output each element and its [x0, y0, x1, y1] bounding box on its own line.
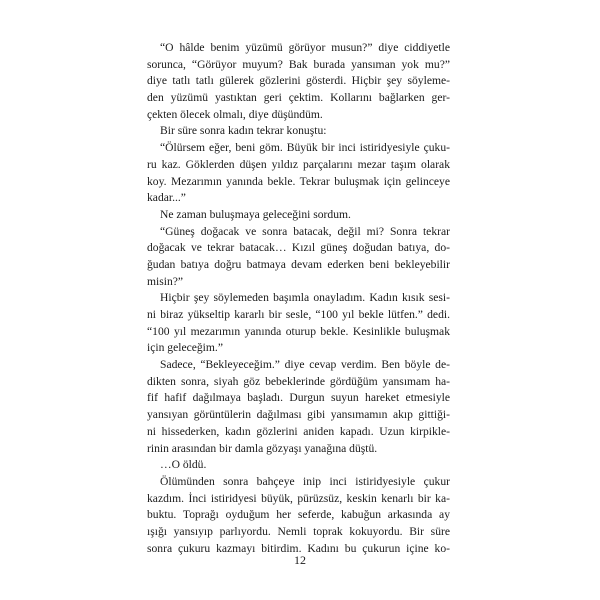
text-line: Ölümünden sonra bahçeye inip inci istiridyesiyle çukur	[160, 474, 450, 488]
text-line: Ne zaman buluşmaya geleceğini sordum.	[160, 207, 351, 221]
text-line: diye tatlı tatlı gülerek gözlerini gösterdi. Hiçbir şey söyleme-	[147, 74, 450, 88]
text-line: Sadece, “Bekleyeceğim.” diye cevap verdim. Ben böyle de-	[160, 358, 450, 372]
text-line: Hiçbir şey söylemeden başımla onayladım. Kadın kısık sesi-	[160, 291, 450, 305]
text-line: sorunca, “Görüyor muyum? Bak burada yansıman yok mu?”	[147, 57, 450, 71]
text-line: ışığı yansıyıp parlıyordu. Nemli toprak kokuyordu. Bir süre	[147, 524, 450, 538]
text-line: den yüzümü yastıktan geri çektim. Kollarını bağlarken ger-	[147, 91, 450, 105]
body-text	[147, 40, 450, 557]
text-line: ni biraz yükseltip kararlı bir sesle, “100 yıl bekle lütfen.” dedi.	[147, 308, 450, 321]
text-line: ru kaz. Göklerden düşen yıldız parçalarını mezar taşım olarak	[147, 157, 450, 171]
text-line: “Ölürsem eğer, beni göm. Büyük bir inci istiridyesiyle çuku-	[160, 141, 450, 155]
text-line: için geleceğim.”	[147, 341, 223, 355]
text-line: koy. Mezarımın yanında bekle. Tekrar buluşmak için gelinceye	[147, 174, 450, 188]
text-line: yansıyan görüntülerin dağılması gibi yansımamın akıp gittiği-	[147, 408, 450, 422]
text-line: buktu. Toprağı oyduğum her seferde, kabuğun arkasında ay	[147, 508, 450, 522]
text-line: kadar...”	[147, 191, 186, 205]
text-line: doğacak ve tekrar batacak… Kızıl güneş doğudan batıya, do-	[147, 241, 450, 255]
text-line: ni hissederken, kadın gözlerini aniden kapadı. Uzun kirpikle-	[147, 424, 450, 438]
text-line: çekten ölecek olmalı, diye düşündüm.	[147, 107, 323, 121]
text-line: rinin arasından bir damla gözyaşı yanağına düştü.	[147, 441, 378, 455]
text-line: “100 yıl mezarımın yanında oturup bekle. Kesinlikle buluşmak	[147, 324, 450, 338]
text-line: dikten sonra, siyah göz bebeklerinde gördüğüm yansımam ha-	[147, 374, 450, 388]
text-line: …O öldü.	[160, 458, 207, 472]
text-line: “Güneş doğacak ve sonra batacak, değil mi? Sonra tekrar	[160, 224, 450, 238]
text-line: ğudan batıya doğru batmaya devam ederken beni bekleyebilir	[147, 257, 450, 271]
text-line: “O hâlde benim yüzümü görüyor musun?” diye ciddiyetle	[160, 41, 450, 54]
page-number: 12	[294, 553, 306, 567]
text-line: misin?”	[147, 274, 184, 288]
text-line: sonra çukuru kazmayı bitirdim. Kadını bu çukurun içine ko-	[147, 541, 450, 555]
text-line: kazdım. İnci istiridyesi büyük, pürüzsüz, keskin kenarlı bir ka-	[147, 491, 450, 505]
text-line: Bir süre sonra kadın tekrar konuştu:	[160, 124, 327, 138]
text-line: fif hafif dağılmaya başladı. Durgun suyun hareket etmesiyle	[147, 391, 450, 405]
